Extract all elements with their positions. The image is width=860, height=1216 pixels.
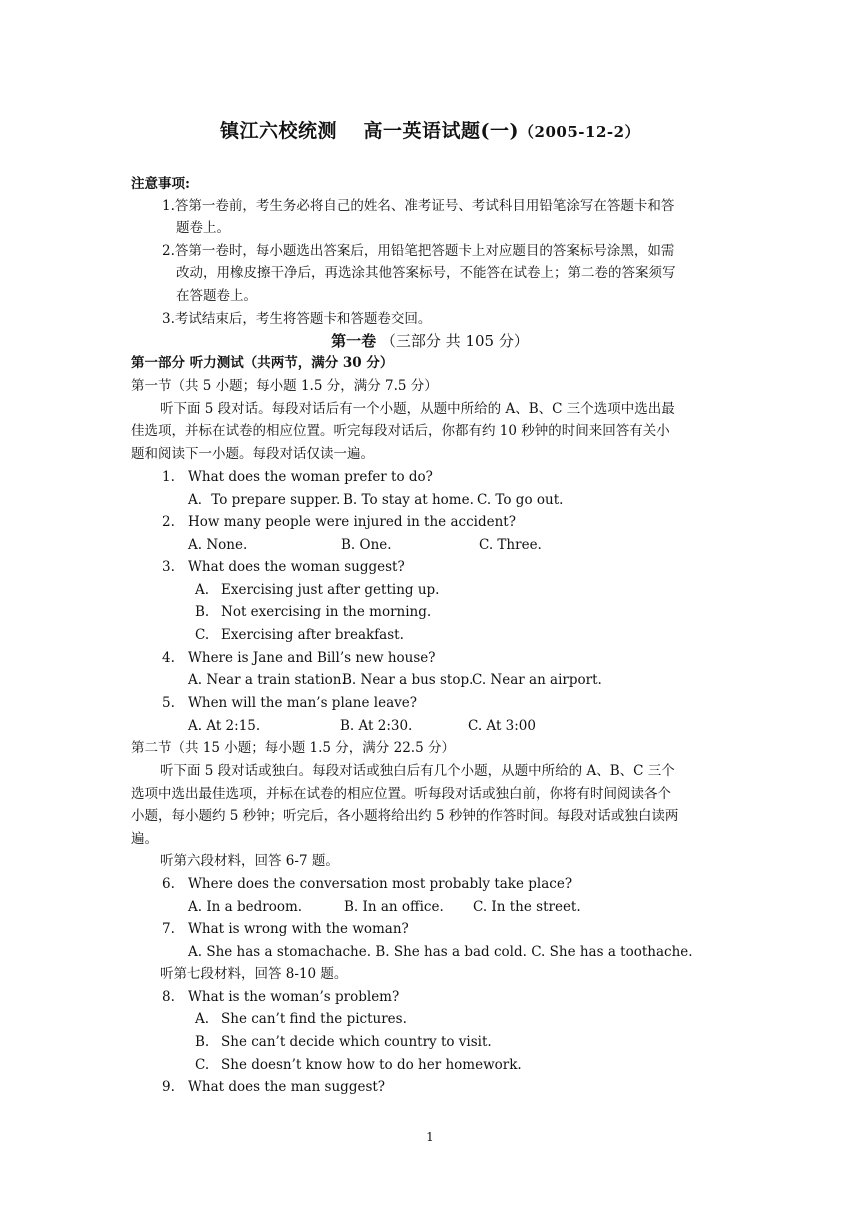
- option-letter: B.: [195, 1034, 210, 1050]
- option: B. One.: [341, 537, 392, 553]
- section2-instruction-4: 遍。: [131, 831, 158, 847]
- option: B. At 2:30.: [340, 718, 413, 734]
- question-number: 8.: [162, 989, 175, 1005]
- page-number: 1: [426, 1130, 434, 1144]
- option-letter: C.: [195, 1057, 210, 1073]
- question-text: What does the woman suggest?: [188, 559, 405, 575]
- section2-heading: 第二节（共 15 小题；每小题 1.5 分，满分 22.5 分）: [131, 740, 455, 756]
- option: B. Near a bus stop.: [342, 672, 474, 688]
- option: Exercising after breakfast.: [221, 627, 404, 643]
- question-text: Where does the conversation most probably take place?: [188, 876, 573, 892]
- section1-instruction-3: 题和阅读下一小题。每段对话仅读一遍。: [131, 446, 374, 462]
- option: Not exercising in the morning.: [221, 604, 432, 620]
- notice-heading: 注意事项:: [131, 176, 190, 192]
- question-number: 2.: [162, 514, 175, 530]
- option: Exercising just after getting up.: [221, 582, 440, 598]
- question-number: 9.: [162, 1079, 175, 1095]
- question-number: 6.: [162, 876, 175, 892]
- option: B. In an office.: [344, 899, 444, 915]
- volume-heading: [0, 331, 860, 351]
- option: She can’t find the pictures.: [221, 1011, 407, 1027]
- option-letter: C.: [195, 627, 210, 643]
- question-text: What does the woman prefer to do?: [188, 469, 433, 485]
- option-letter: A.: [195, 1011, 210, 1027]
- option: B. To stay at home.: [343, 492, 474, 508]
- section1-instruction-1: 听下面 5 段对话。每段对话后有一个小题，从题中所给的 A、B、C 三个选项中选出最: [160, 401, 675, 417]
- part1-heading: 第一部分 听力测试（共两节，满分 30 分）: [131, 355, 394, 371]
- option: C. In the street.: [473, 899, 581, 915]
- question-text: What does the man suggest?: [188, 1079, 386, 1095]
- option: A. At 2:15.: [188, 718, 261, 734]
- question-text: What is wrong with the woman?: [188, 921, 409, 937]
- question-text: How many people were injured in the accident?: [188, 514, 516, 530]
- option: A. Near a train station.: [188, 672, 346, 688]
- question-text: What is the woman’s problem?: [188, 989, 400, 1005]
- material-7-label: 听第七段材料，回答 8-10 题。: [160, 966, 348, 982]
- option-letter: B.: [195, 604, 210, 620]
- title-date: （2005-12-2）: [519, 123, 641, 141]
- question-number: 3.: [162, 559, 175, 575]
- page-title: [0, 116, 860, 143]
- volume-note: （三部分 共 105 分）: [380, 332, 529, 350]
- option-line: A. She has a stomachache. B. She has a bad cold. C. She has a toothache.: [188, 944, 693, 960]
- volume-label: 第一卷: [331, 332, 377, 350]
- notice-item-2-line-1: 2.答第一卷时，每小题选出答案后，用铅笔把答题卡上对应题目的答案标号涂黑，如需: [162, 243, 675, 259]
- title-main: 镇江六校统测 高一英语试题(一): [219, 120, 520, 142]
- question-text: When will the man’s plane leave?: [188, 695, 417, 711]
- question-number: 4.: [162, 650, 175, 666]
- question-text: Where is Jane and Bill’s new house?: [188, 650, 436, 666]
- section2-instruction-2: 选项中选出最佳选项，并标在试卷的相应位置。听每段对话或独白前，你将有时间阅读各个: [131, 786, 671, 802]
- option: C. To go out.: [477, 492, 564, 508]
- option: A．To prepare supper.: [188, 492, 341, 508]
- option: C. Three.: [479, 537, 542, 553]
- option: She can’t decide which country to visit.: [221, 1034, 492, 1050]
- section1-instruction-2: 佳选项，并标在试卷的相应位置。听完每段对话后，你都有约 10 秒钟的时间来回答有关小: [131, 423, 670, 439]
- option: She doesn’t know how to do her homework.: [221, 1057, 522, 1073]
- option: C. Near an airport.: [472, 672, 602, 688]
- notice-item-1-line-1: 1.答第一卷前，考生务必将自己的姓名、准考证号、考试科目用铅笔涂写在答题卡和答: [162, 198, 675, 214]
- question-number: 1.: [162, 469, 175, 485]
- option-letter: A.: [195, 582, 210, 598]
- notice-item-1-line-2: 题卷上。: [176, 220, 230, 236]
- material-6-label: 听第六段材料，回答 6-7 题。: [160, 853, 339, 869]
- section1-heading: 第一节（共 5 小题；每小题 1.5 分，满分 7.5 分）: [131, 378, 438, 394]
- notice-item-2-line-2: 改动，用橡皮擦干净后，再选涂其他答案标号，不能答在试卷上；第二卷的答案须写: [176, 265, 676, 281]
- option: A. None.: [188, 537, 248, 553]
- notice-item-2-line-3: 在答题卷上。: [176, 288, 257, 304]
- section2-instruction-3: 小题，每小题约 5 秒钟；听完后，各小题将给出约 5 秒钟的作答时间。每段对话或独白读两: [131, 808, 679, 824]
- option: A. In a bedroom.: [188, 899, 303, 915]
- option: C. At 3:00: [468, 718, 536, 734]
- notice-item-3-line-1: 3.考试结束后，考生将答题卡和答题卷交回。: [162, 311, 432, 327]
- question-number: 7.: [162, 921, 175, 937]
- question-number: 5.: [162, 695, 175, 711]
- section2-instruction-1: 听下面 5 段对话或独白。每段对话或独白后有几个小题，从题中所给的 A、B、C 三个: [160, 763, 675, 779]
